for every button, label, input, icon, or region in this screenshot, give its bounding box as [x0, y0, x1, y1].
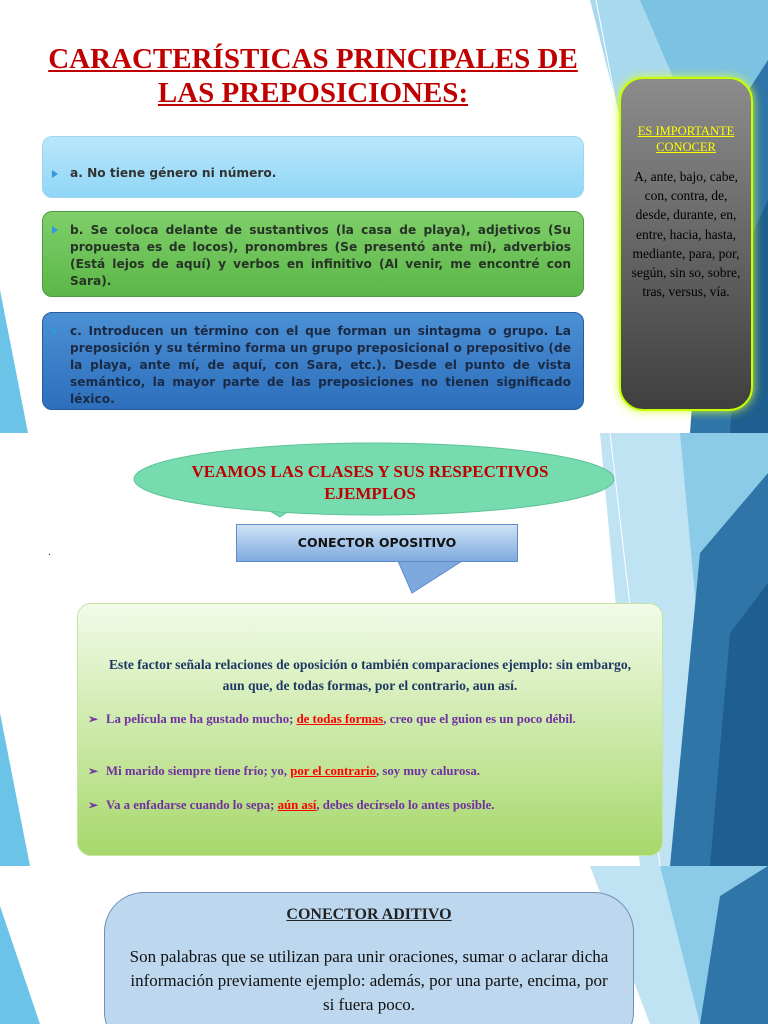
example-item — [86, 710, 646, 728]
example-text: Va a enfadarse cuando lo sepa; — [106, 798, 278, 812]
connector-label: CONECTOR OPOSITIVO — [236, 524, 518, 562]
example-text: , soy muy calurosa. — [376, 764, 480, 778]
connector-description: Este factor señala relaciones de oposición o también comparaciones ejemplo: sin embargo, aun que, de todas formas, por el contrario, aun así. — [108, 657, 632, 693]
callout-tail — [398, 561, 462, 593]
deco-shape-5 — [0, 290, 28, 433]
aditivo-title: CONECTOR ADITIVO — [286, 906, 452, 923]
page-title: CARACTERÍSTICAS PRINCIPALES DE LAS PREPOSICIONES: — [48, 43, 578, 109]
slide-opositivo — [0, 433, 768, 866]
preposition-list: A, ante, bajo, cabe, con, contra, de, desde, durante, en, entre, hacia, hasta, mediante, para, por, según, sin so, sobre, tras, versus, vía. — [631, 169, 741, 300]
slide-aditivo — [0, 866, 768, 1024]
stray-dot: . — [48, 544, 51, 558]
bullet-text: b. Se coloca delante de sustantivos (la casa de playa), adjetivos (Su propuesta es de locos), pronombres (Se presentó ante mí), adverbios (Está lejos de aquí) y verbos en infinitivo (Al venir, me encontré con Sara). — [70, 223, 571, 288]
important-heading: ES IMPORTANTE CONOCER — [637, 124, 735, 154]
bullet-triangle-icon — [52, 327, 58, 335]
important-box — [619, 77, 753, 411]
bullet-triangle-icon — [52, 226, 58, 234]
example-text: Mi marido siempre tiene frío; yo, — [106, 764, 291, 778]
example-box — [77, 603, 663, 856]
example-item — [86, 762, 646, 780]
bullet-triangle-icon — [52, 170, 58, 178]
example-text: La película me ha gustado mucho; — [106, 712, 297, 726]
bullet-text: a. No tiene género ni número. — [70, 166, 277, 180]
example-highlight: por el contrario — [290, 764, 376, 778]
section-title: VEAMOS LAS CLASES Y SUS RESPECTIVOS EJEMPLOS — [191, 462, 549, 503]
deco-shape-5 — [0, 713, 30, 866]
bullet-box-c — [42, 312, 584, 410]
arrow-bullet-icon: ➢ — [88, 798, 99, 812]
bullet-text: c. Introducen un término con el que forman un sintagma o grupo. La preposición y su término forma un grupo preposicional o prepositivo (de la playa, ante mí, de aquí, con Sara, etc.). Desde el punto de vista semántico, la mayor parte de las preposiciones no tienen significado léxico. — [70, 324, 571, 406]
bullet-box-b — [42, 211, 584, 297]
arrow-bullet-icon: ➢ — [88, 764, 99, 778]
example-highlight: de todas formas — [296, 712, 384, 726]
example-text: , creo que el guion es un poco débil. — [383, 712, 576, 726]
example-item — [86, 796, 646, 814]
slide-characteristics — [0, 0, 768, 433]
aditivo-description: Son palabras que se utilizan para unir oraciones, sumar o aclarar dicha información previamente ejemplo: además, por una parte, encima, por si fuera poco. — [129, 947, 609, 1014]
example-highlight: aún así — [277, 798, 317, 812]
arrow-bullet-icon: ➢ — [88, 712, 99, 726]
bullet-box-a — [42, 136, 584, 198]
example-text: , debes decírselo lo antes posible. — [316, 798, 495, 812]
deco-shape-4 — [0, 906, 40, 1024]
